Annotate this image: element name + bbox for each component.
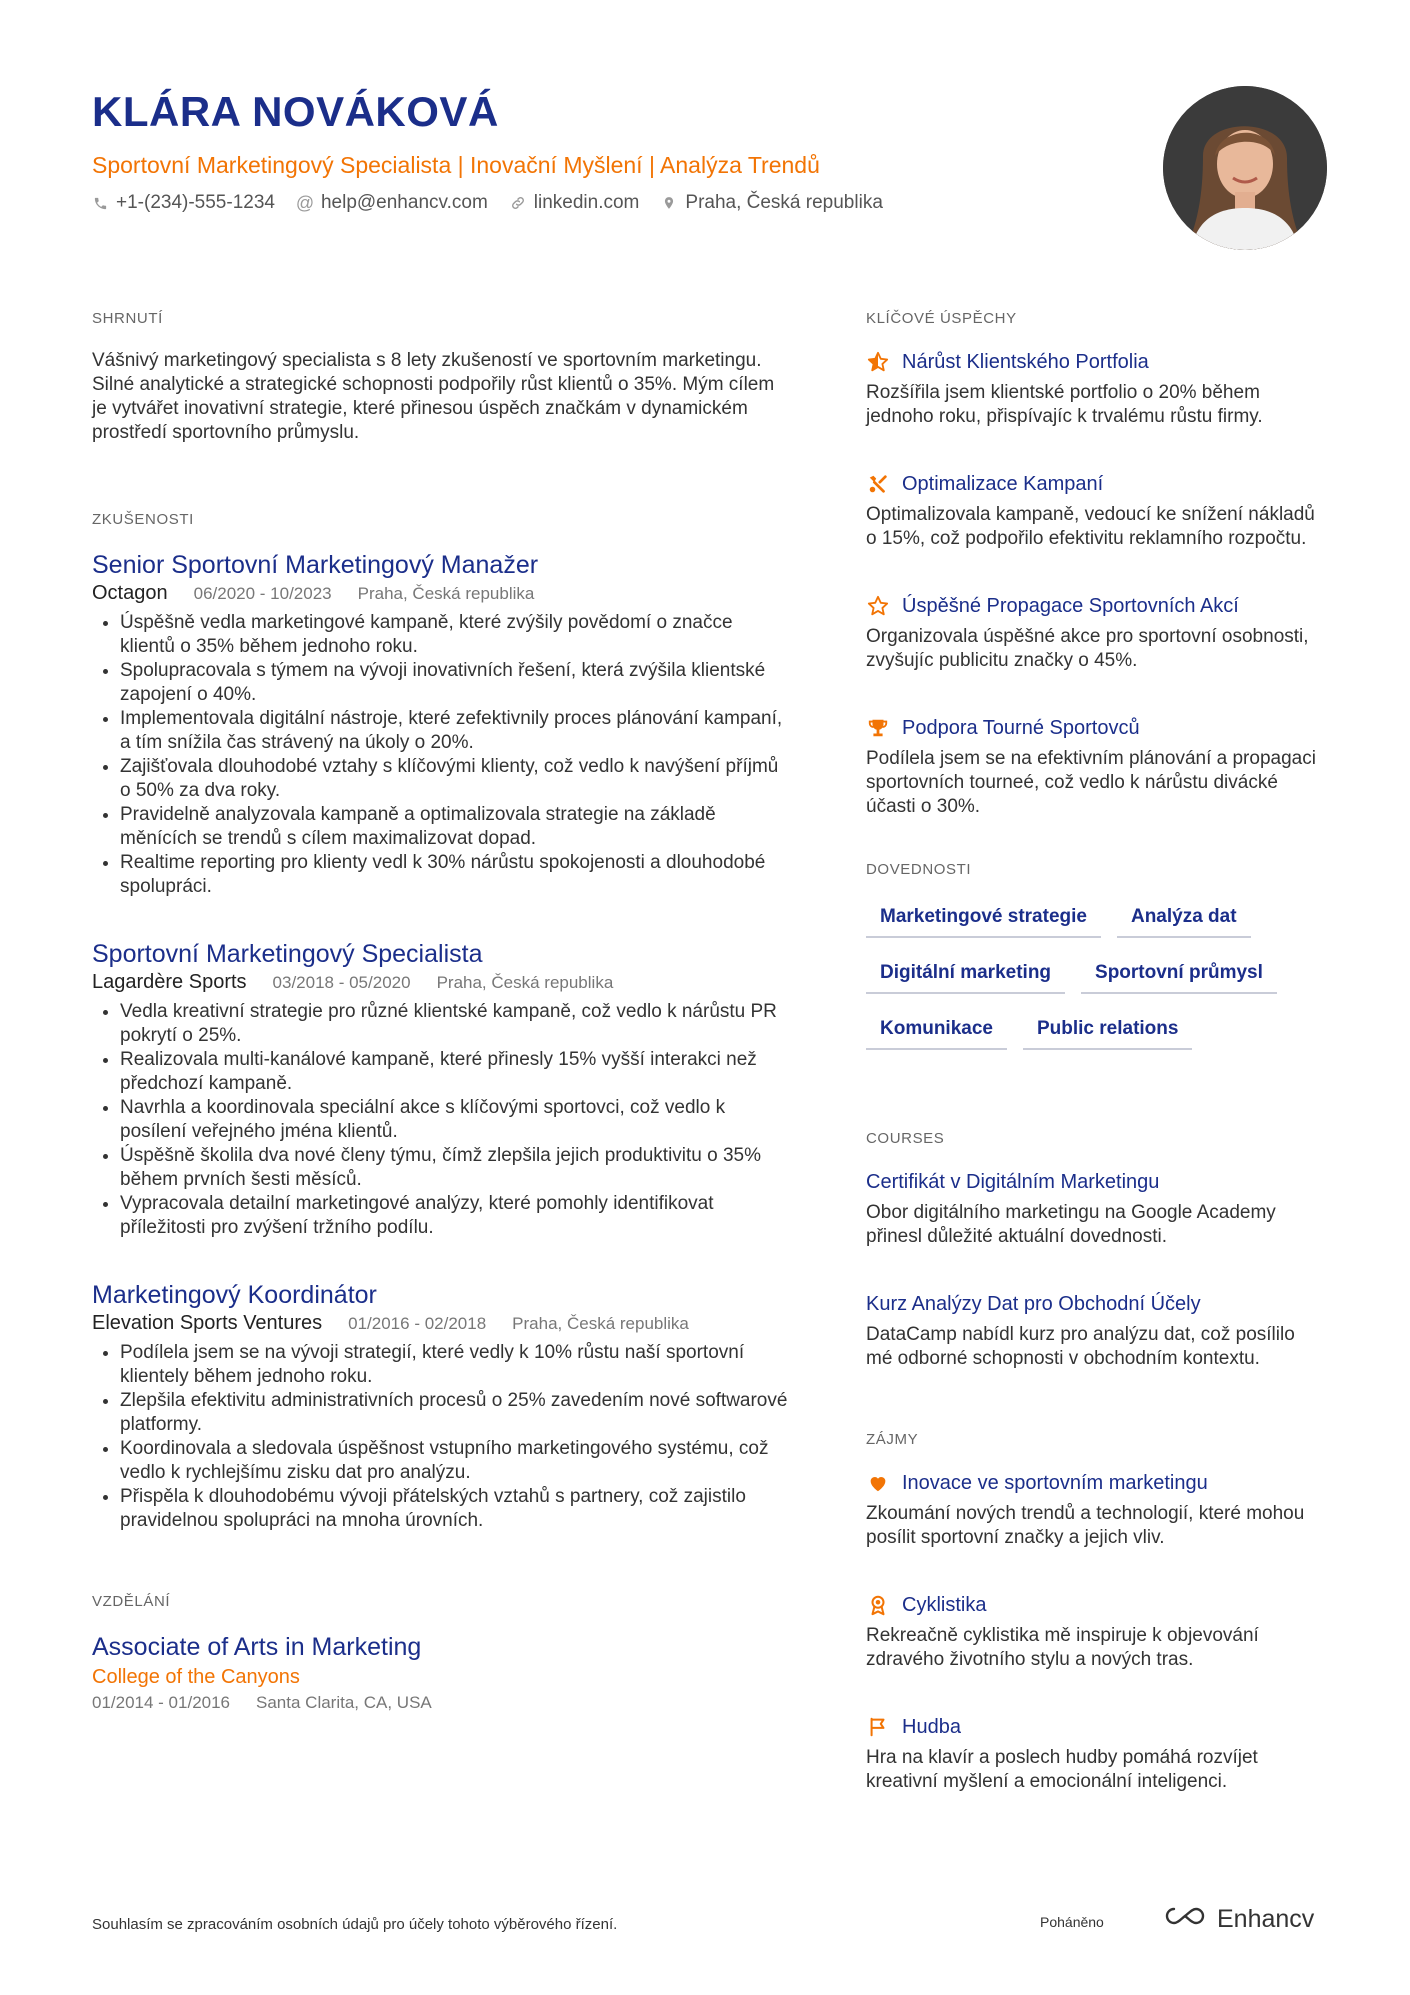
job-entry [92,939,792,1240]
interest-item [866,1470,1326,1550]
job-company: Elevation Sports Ventures [92,1312,323,1334]
contact-list [92,192,1142,214]
experience-title: ZKUŠENOSTI [92,511,194,528]
achievement-title: Optimalizace Kampaní [902,473,1104,495]
course-item [866,1291,1326,1371]
enhancv-logo[interactable] [1163,1904,1314,1935]
summary-text: Vášnivý marketingový specialista s 8 lety zkušeností ve sportovním marketingu. Silné analytické a strategické schopnosti podpořily růst klientů o 35%. Mým cílem je vytvářet inovativní strategie, které přinesou úspěch značkám v dynamickém prostředí sportovního průmyslu. [92,350,775,443]
skill-list [866,900,1326,1050]
job-bullet: • Realtime reporting pro klienty vedl k 30% nárůstu spokojenosti a dlouhodobé spolupráci. [120,851,792,899]
education-section [92,1593,792,1713]
profile-photo [1163,86,1327,250]
job-bullet: • Vypracovala detailní marketingové analýzy, které pomohly identifikovat příležitosti pro zvýšení tržního podílu. [120,1192,792,1240]
powered-by-label: Poháněno [1040,1914,1104,1930]
job-bullet: • Navrhla a koordinovala speciální akce s klíčovými sportovci, což vedlo k posílení veřejného jména klientů. [120,1096,792,1144]
achievement-title: Úspěšné Propagace Sportovních Akcí [902,595,1239,617]
interest-title: Hudba [902,1716,961,1738]
candidate-name: KLÁRA NOVÁKOVÁ [92,88,499,135]
phone-icon [92,195,108,211]
job-bullet: • Koordinovala a sledovala úspěšnost vstupního marketingového systému, což vedlo k rychlejšímu zisku dat pro analýzu. [120,1437,792,1485]
achievement-desc: Podílela jsem se na efektivním plánování a propagaci sportovních tourneé, což vedlo k nárůstu divácké účasti o 30%. [866,748,1316,817]
trophy-icon [866,716,890,740]
job-bullet: • Zajišťovala dlouhodobé vztahy s klíčovými klienty, což vedlo k navýšení příjmů o 50% za dva roky. [120,755,792,803]
achievement-desc: Organizovala úspěšné akce pro sportovní osobnosti, zvyšujíc publicitu značky o 45%. [866,626,1309,671]
contact-location-text: Praha, Česká republika [685,192,883,213]
contact-linkedin-text: linkedin.com [533,192,640,213]
job-bullet: • Implementovala digitální nástroje, které zefektivnily proces plánování kampaní, a tím snížila čas strávený na úkoly o 20%. [120,707,792,755]
tools-icon [866,472,890,496]
experience-section [92,511,792,1533]
skill-tag: Digitální marketing [866,956,1065,994]
achievement-desc: Rozšířila jsem klientské portfolio o 20% během jednoho roku, přispívajíc k trvalému růstu firmy. [866,382,1263,427]
skill-tag: Komunikace [866,1012,1007,1050]
skill-tag: Analýza dat [1117,900,1251,938]
interest-desc: Rekreačně cyklistika mě inspiruje k objevování zdravého životního stylu a nových tras. [866,1625,1259,1670]
job-bullet: • Realizovala multi-kanálové kampaně, které přinesly 15% vyšší interakci než předchozí kampaně. [120,1048,792,1096]
job-title: Senior Sportovní Marketingový Manažer [92,551,539,579]
education-dates: 01/2014 - 01/2016 [92,1693,231,1712]
job-title: Sportovní Marketingový Specialista [92,940,483,968]
job-entry [92,1280,792,1533]
contact-linkedin[interactable] [510,192,640,214]
link-icon [510,195,526,211]
resume-header [92,86,1142,214]
job-dates: 01/2016 - 02/2018 [348,1314,487,1333]
interest-desc: Zkoumání nových trendů a technologií, které mohou posílit sportovní značky a jejich vliv. [866,1503,1305,1548]
brand-name: Enhancv [1217,1905,1315,1933]
medal-icon [866,1593,890,1617]
courses-section [866,1130,1326,1371]
achievement-title: Nárůst Klientského Portfolia [902,351,1149,373]
interest-item [866,1592,1326,1672]
achievement-item [866,715,1326,819]
job-bullet: • Pravidelně analyzovala kampaně a optimalizovala strategie na základě měnících se trendů s cílem maximalizovat dopad. [120,803,792,851]
education-degree: Associate of Arts in Marketing [92,1633,422,1661]
achievements-section [866,310,1326,819]
course-item [866,1169,1326,1249]
skill-tag: Public relations [1023,1012,1192,1050]
courses-title: COURSES [866,1130,945,1147]
job-bullet: • Podílela jsem se na vývoji strategií, které vedly k 10% růstu naší sportovní klientely během jednoho roku. [120,1341,792,1389]
education-school: College of the Canyons [92,1666,300,1688]
skills-title: DOVEDNOSTI [866,861,972,878]
summary-section [92,310,792,445]
job-location: Praha, Česká republika [436,973,614,992]
skills-section [866,861,1326,1050]
skill-tag: Sportovní průmysl [1081,956,1277,994]
achievement-item [866,471,1326,551]
interest-desc: Hra na klavír a poslech hudby pomáhá rozvíjet kreativní myšlení a emocionální inteligenci. [866,1747,1258,1792]
job-bullet: • Spolupracovala s týmem na vývoji inovativních řešení, která zvýšila klientské zapojení o 40%. [120,659,792,707]
education-title: VZDĚLÁNÍ [92,1593,171,1610]
infinity-icon [1163,1904,1207,1935]
job-bullet: • Vedla kreativní strategie pro různé klientské kampaně, což vedlo k nárůstu PR pokrytí o 25%. [120,1000,792,1048]
location-pin-icon [661,195,677,211]
course-desc: Obor digitálního marketingu na Google Academy přinesl důležité aktuální dovednosti. [866,1202,1276,1247]
heart-icon [866,1471,890,1495]
job-location: Praha, Česká republika [512,1314,689,1333]
right-column [866,310,1326,1794]
achievement-item [866,349,1326,429]
contact-location [661,192,883,214]
job-company: Octagon [92,582,168,604]
job-dates: 06/2020 - 10/2023 [193,584,332,603]
job-entry [92,550,792,899]
interest-title: Inovace ve sportovním marketingu [902,1472,1208,1494]
course-title: Certifikát v Digitálním Marketingu [866,1171,1160,1193]
job-bullet: • Úspěšně vedla marketingové kampaně, které zvýšily povědomí o značce klientů o 35% během jednoho roku. [120,611,792,659]
interests-section [866,1431,1326,1794]
contact-email[interactable] [297,192,488,214]
achievements-title: KLÍČOVÉ ÚSPĚCHY [866,310,1017,327]
job-bullets [92,611,792,899]
at-icon: @ [295,192,315,213]
job-dates: 03/2018 - 05/2020 [272,973,411,992]
skill-tag: Marketingové strategie [866,900,1101,938]
star-half-icon [866,350,890,374]
summary-title: SHRNUTÍ [92,310,163,327]
job-bullet: • Přispěla k dlouhodobému vývoji přátelských vztahů s partnery, což zajistilo pravidelnou spolupráci na mnoha úrovních. [120,1485,792,1533]
job-bullets [92,1000,792,1240]
course-title: Kurz Analýzy Dat pro Obchodní Účely [866,1293,1201,1315]
achievement-item [866,593,1326,673]
headline: Sportovní Marketingový Specialista | Inovační Myšlení | Analýza Trendů [92,152,820,178]
consent-text: Souhlasím se zpracováním osobních údajů pro účely tohoto výběrového řízení. [92,1916,618,1933]
job-bullet: • Zlepšila efektivitu administrativních procesů o 25% zavedením nové softwarové platformy. [120,1389,792,1437]
job-location: Praha, Česká republika [357,584,535,603]
interest-title: Cyklistika [902,1594,987,1616]
left-column [92,310,792,1713]
job-bullets [92,1341,792,1533]
contact-phone-text: +1-(234)-555-1234 [116,192,275,213]
flag-icon [866,1715,890,1739]
star-outline-icon [866,594,890,618]
contact-email-text: help@enhancv.com [320,192,488,213]
achievement-desc: Optimalizovala kampaně, vedoucí ke snížení nákladů o 15%, což podpořilo efektivitu reklamního rozpočtu. [866,504,1315,549]
interest-item [866,1714,1326,1794]
education-location: Santa Clarita, CA, USA [256,1693,432,1712]
job-company: Lagardère Sports [92,971,247,993]
course-desc: DataCamp nabídl kurz pro analýzu dat, což posílilo mé odborné schopnosti v obchodním kontextu. [866,1324,1295,1369]
job-title: Marketingový Koordinátor [92,1281,377,1309]
job-bullet: • Úspěšně školila dva nové členy týmu, čímž zlepšila jejich produktivitu o 35% během prvních šesti měsíců. [120,1144,792,1192]
achievement-title: Podpora Tourné Sportovců [902,717,1140,739]
contact-phone[interactable] [92,192,275,214]
interests-title: ZÁJMY [866,1431,919,1448]
